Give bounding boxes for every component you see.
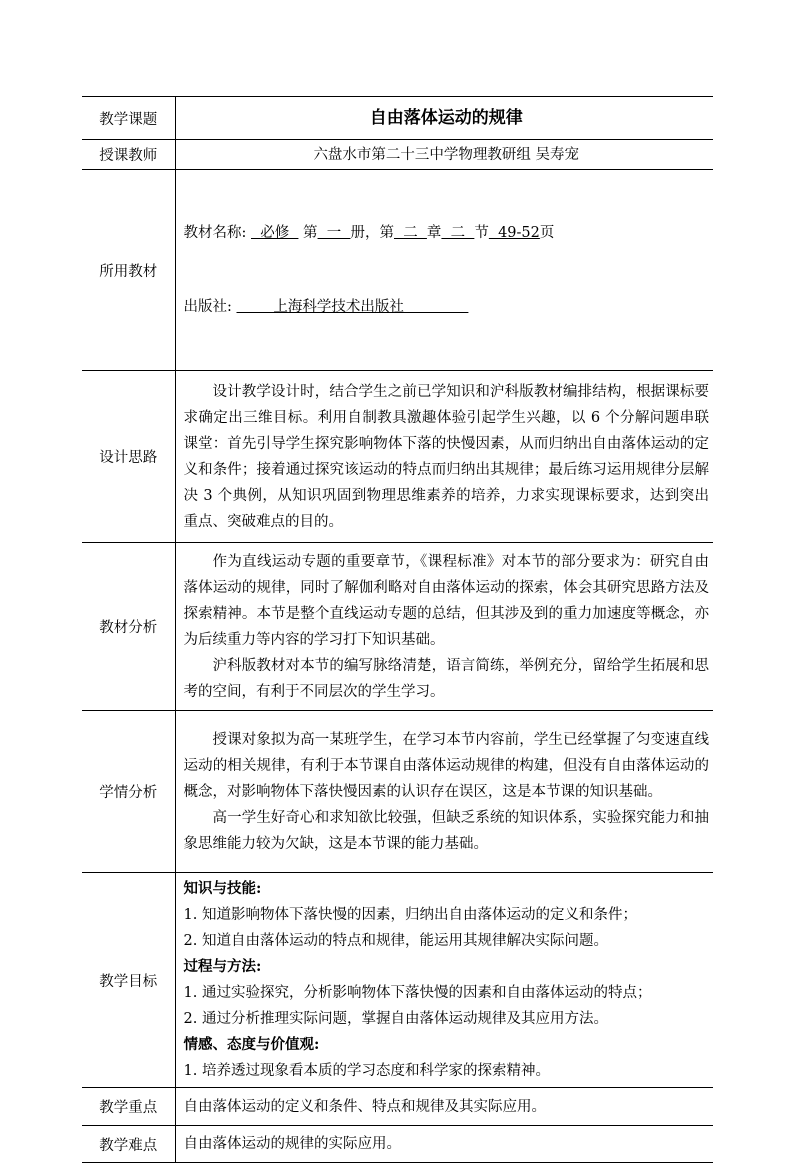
publisher-label: 出版社: <box>183 299 232 315</box>
lesson-plan-table <box>82 96 713 1163</box>
row-goals <box>82 873 713 1088</box>
material-content <box>175 543 713 711</box>
textbook-book: 必修 <box>251 225 299 241</box>
material-paragraph-1: 作为直线运动专题的重要章节，《课程标准》对本节的部分要求为：研究自由落体运动的规律，同时了解伽利略对自由落体运动的探索，体会其研究思路方法及探索精神。本节是整个直线运动专题的总结，但其涉及到的重力加速度等概念，亦为后续重力等内容的学习打下知识基础。 <box>183 553 709 648</box>
label-students: 学情分析 <box>82 711 175 873</box>
publisher-line <box>184 296 710 318</box>
textbook-jie-num: 二 <box>441 225 475 241</box>
textbook-jie-suf: 节 <box>474 225 489 241</box>
design-paragraph: 设计教学设计时，结合学生之前已学知识和沪科版教材编排结构，根据课标要求确定出三维目标。利用自制教具激趣体验引起学生兴趣，以 6 个分解问题串联课堂：首先引导学生探究影响物体下落的快慢因素，从而归纳出自由落体运动的定义和条件；接着通过探究该运动的特点而归纳出其规律；最后练习运用规律分层解决 3 个典例，从知识巩固到物理思维素养的培养，力求实现课标要求，达到突出重点、突破难点的目的。 <box>183 383 709 530</box>
textbook-zhang-suf: 章 <box>426 225 442 241</box>
label-design: 设计思路 <box>82 371 175 543</box>
textbook-name-line <box>184 222 710 244</box>
row-focus <box>82 1088 713 1126</box>
focus-value: 自由落体运动的定义和条件、特点和规律及其实际应用。 <box>175 1088 713 1126</box>
label-material: 教材分析 <box>82 543 175 711</box>
row-teacher <box>82 140 713 170</box>
row-textbook <box>82 170 713 371</box>
textbook-ce-suf: 册，第 <box>350 225 394 241</box>
label-difficulty: 教学难点 <box>82 1126 175 1163</box>
textbook-page-suf: 页 <box>539 225 555 241</box>
material-paragraph-2: 沪科版教材对本节的编写脉络清楚，语言简练，举例充分，留给学生拓展和思考的空间，有利于不同层次的学生学习。 <box>183 657 709 700</box>
goals-knowledge-item-2: 2. 知道自由落体运动的特点和规律，能运用其规律解决实际问题。 <box>183 933 608 949</box>
row-design <box>82 371 713 543</box>
textbook-info <box>175 170 713 371</box>
label-goals: 教学目标 <box>82 873 175 1088</box>
textbook-ce-num: 一 <box>317 225 351 241</box>
teacher-value: 六盘水市第二十三中学物理教研组 吴寿宠 <box>175 140 713 170</box>
goals-knowledge-item-1: 1. 知道影响物体下落快慢的因素，归纳出自由落体运动的定义和条件； <box>183 907 637 923</box>
difficulty-value: 自由落体运动的规律的实际应用。 <box>175 1126 713 1163</box>
label-teacher: 授课教师 <box>82 140 175 170</box>
row-material <box>82 543 713 711</box>
publisher-value: 上海科学技术出版社 <box>236 299 469 315</box>
textbook-zhang-num: 二 <box>393 225 427 241</box>
textbook-ce-pre: 第 <box>303 225 318 241</box>
goals-content <box>175 873 713 1088</box>
row-students <box>82 711 713 873</box>
textbook-pages: 49-52 <box>488 225 540 241</box>
label-focus: 教学重点 <box>82 1088 175 1126</box>
goals-emotion-item-1: 1. 培养透过现象看本质的学习态度和科学家的探索精神。 <box>183 1063 550 1079</box>
goals-process-item-2: 2. 通过分析推理实际问题，掌握自由落体运动规律及其应用方法。 <box>183 1011 608 1027</box>
students-paragraph-2: 高一学生好奇心和求知欲比较强，但缺乏系统的知识体系，实验探究能力和抽象思维能力较为欠缺，这是本节课的能力基础。 <box>183 809 709 852</box>
goals-process-item-1: 1. 通过实验探究，分析影响物体下落快慢的因素和自由落体运动的特点； <box>183 985 652 1001</box>
lesson-title: 自由落体运动的规律 <box>175 97 713 140</box>
textbook-name-label: 教材名称: <box>183 225 247 241</box>
students-paragraph-1: 授课对象拟为高一某班学生，在学习本节内容前，学生已经掌握了匀变速直线运动的相关规律，有利于本节课自由落体运动规律的构建，但没有自由落体运动的概念，对影响物体下落快慢因素的认识存在误区，这是本节课的知识基础。 <box>183 731 709 800</box>
students-content <box>175 711 713 873</box>
row-difficulty <box>82 1126 713 1163</box>
goals-heading-emotion: 情感、态度与价值观: <box>183 1036 320 1053</box>
row-topic <box>82 97 713 140</box>
label-textbook: 所用教材 <box>82 170 175 371</box>
goals-heading-process: 过程与方法: <box>183 958 262 975</box>
design-content <box>175 371 713 543</box>
goals-heading-knowledge: 知识与技能: <box>183 880 262 897</box>
label-topic: 教学课题 <box>82 97 175 140</box>
